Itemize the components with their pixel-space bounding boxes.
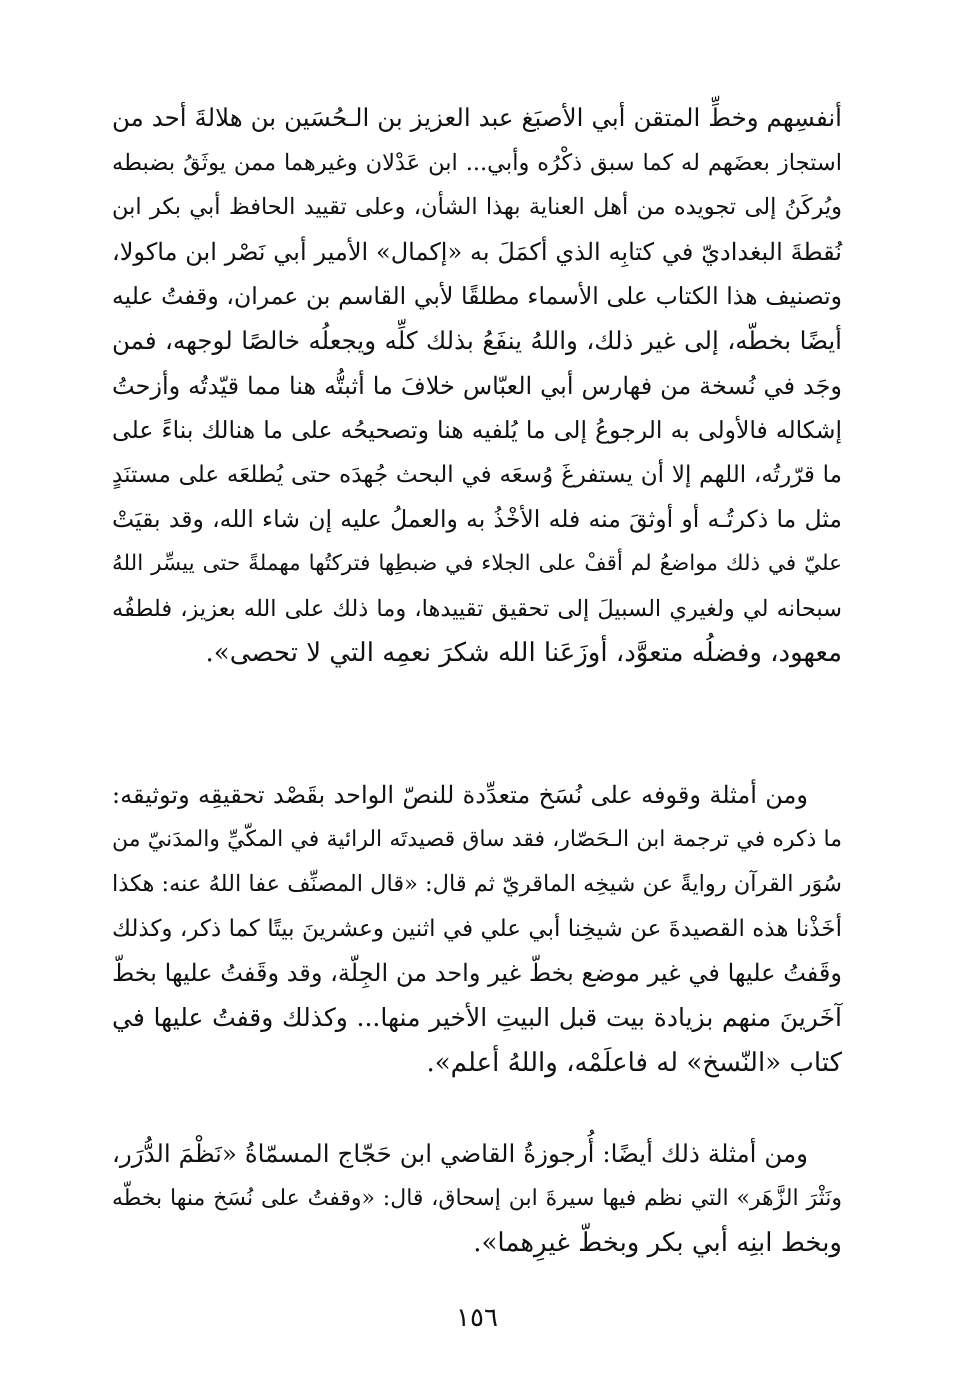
paragraph-1: [112, 96, 842, 676]
paragraph-3: [112, 1132, 842, 1266]
text-line: ويُركَنُ إلى تجويده من أهل العناية بهذا الشأن، وعلى تقييد الحافظ أبي بكر ابن: [112, 194, 842, 221]
text-line: أخَذْنا هذه القصيدةَ عن شيخِنا أبي علي في اثنين وعشرينَ بيتًا كما ذكر، وكذلك: [112, 915, 842, 942]
text-line: وقَفتُ عليها في غير موضع بخطّ غير واحد من الجِلّة، وقد وقَفتُ عليها بخطّ: [112, 959, 842, 988]
text-line: إشكاله فالأولى به الرجوعُ إلى ما يُلفيه هنا وتصحيحُه على ما هنالك بناءً على: [112, 416, 842, 445]
text-line: كتاب «النّسخ» له فاعلَمْه، واللهُ أعلم».: [426, 1047, 842, 1078]
text-line: ما ذكره في ترجمة ابن الـحَصّار، فقد ساق قصيدتَه الرائية في المكّيِّ والمدَنيّ من: [112, 826, 842, 852]
text-line: أيضًا بخطّه، إلى غير ذلك، واللهُ ينفَعُ بذلك كلِّه ويجعلُه خالصًا لوجهه، فمن: [112, 325, 842, 355]
text-line: آخَرينَ منهم بزيادة بيت قبل البيتِ الأخير منها... وكذلك وقفتُ عليها في: [112, 1002, 842, 1032]
text-line: ومن أمثلة ذلك أيضًا: أُرجوزةُ القاضي ابن حَجّاج المسمّاةُ «نَظْمَ الدُّرَر،: [112, 1139, 808, 1168]
text-line: وجَد في نُسخة من فهارس أبي العبّاس خلافَ ما أثبتُّه هنا مما قيّدتُه وأزحتُ: [112, 371, 842, 400]
text-line: سبحانه لي ولغيري السبيلَ إلى تحقيق تقييدها، وما ذلك على الله بعزيز، فلطفُه: [112, 595, 842, 622]
text-line: نُقطةَ البغداديّ في كتابِه الذي أكمَلَ به «إكمال» الأمير أبي نَصْر ابن ماكولا،: [112, 237, 842, 266]
text-line: استجاز بعضَهم له كما سبق ذكْرُه وأبي... ابن عَدْلان وغيرهما ممن يوثَقُ بضبطه: [112, 149, 842, 176]
text-line: ومن أمثلة وقوفه على نُسَخ متعدِّدة للنصّ الواحد بقَصْد تحقيقِه وتوثيقه:: [112, 781, 808, 809]
text-line: ما قرّرتُه، اللهم إلا أن يستفرغَ وُسعَه في البحث جُهدَه حتى يُطلعَه على مستنَدٍ: [112, 461, 842, 488]
paragraph-2: [112, 773, 842, 1085]
text-line: أنفسِهم وخطِّ المتقن أبي الأصبَغ عبد العزيز بن الـحُسَين بن هلالةَ أحد من: [112, 103, 842, 132]
text-line: معهود، وفضلُه متعوَّد، أوزَعَنا الله شكرَ نعمِه التي لا تحصى».: [205, 638, 842, 669]
text-line: سُوَر القرآن روايةً عن شيخِه الماقريّ ثم قال: «قال المصنِّف عفا اللهُ عنه: هكذا: [112, 871, 842, 898]
text-line: وبخط ابنِه أبي بكر وبخطّ غيرِهما».: [473, 1228, 842, 1259]
page-number: ١٥٦: [456, 1303, 498, 1333]
text-line: عليّ في ذلك مواضعُ لم أقفْ على الجلاء في ضبطِها فتركتُها مهملةً حتى ييسِّر اللهُ: [112, 550, 842, 576]
text-line: ونَثْرَ الزَّهَر» التي نظم فيها سيرةَ ابن إسحاق، قال: «وقفتُ على نُسَخ منها بخطّه: [112, 1185, 843, 1211]
text-line: مثل ما ذكرتُـه أو أوثقَ منه فله الأخْذُ به والعملُ عليه إن شاء الله، وقد بقيَتْ: [112, 505, 842, 534]
text-line: وتصنيف هذا الكتاب على الأسماء مطلقًا لأبي القاسم بن عمران، وقفتُ عليه: [112, 282, 842, 311]
